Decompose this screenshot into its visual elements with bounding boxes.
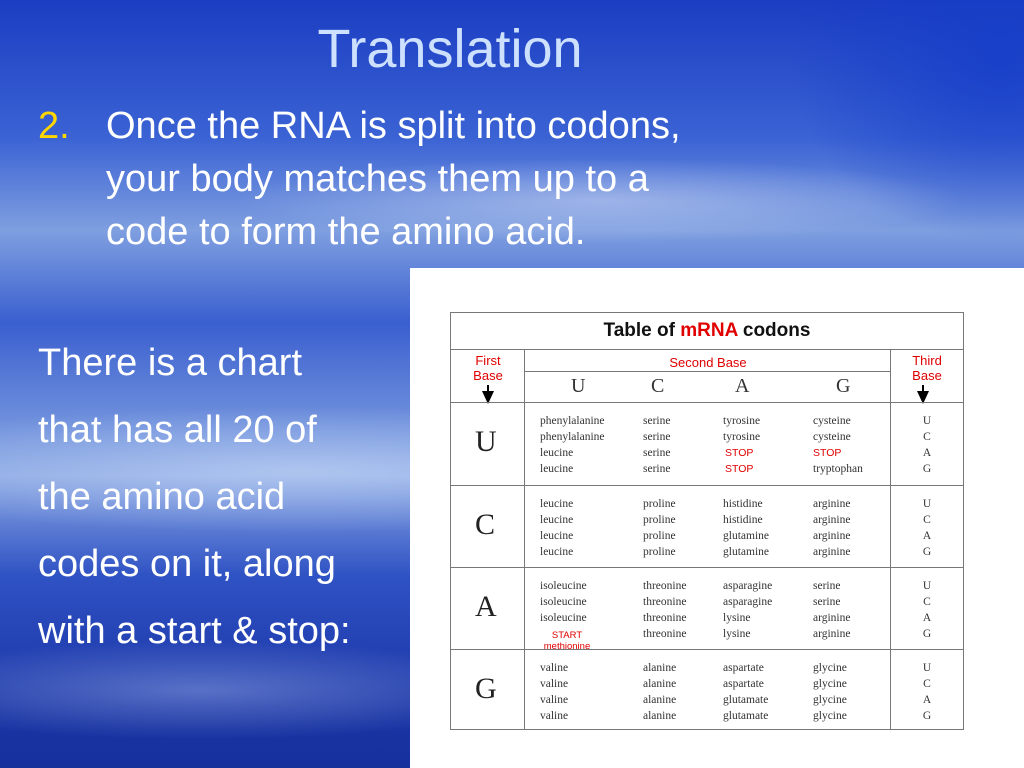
amino-acid-cell: proline [643, 546, 676, 558]
amino-acid-cell: glutamine [723, 546, 769, 558]
amino-acid-cell: valine [540, 678, 569, 690]
bullet-line: Once the RNA is split into codons, [106, 105, 681, 147]
amino-acid-cell: alanine [643, 678, 677, 690]
first-base-u: U [475, 425, 497, 458]
amino-acid-cell: tyrosine [723, 415, 761, 427]
second-base-g: G [836, 375, 851, 397]
divider [524, 371, 890, 372]
amino-acid-cell: isoleucine [540, 612, 587, 624]
first-base-a: A [475, 590, 497, 623]
divider [451, 649, 963, 650]
bullet-text [106, 100, 836, 259]
third-base-label-line: Third [912, 353, 942, 368]
first-base-label-line: Base [473, 368, 503, 383]
amino-acid-cell: proline [643, 498, 676, 510]
third-base-label-line: Base [912, 368, 942, 383]
third-base-cell: A [922, 447, 932, 459]
amino-acid-cell: proline [643, 530, 676, 542]
amino-acid-cell: asparagine [723, 580, 773, 592]
first-base-label-line: First [475, 353, 501, 368]
amino-acid-cell: proline [643, 514, 676, 526]
divider [890, 349, 891, 729]
stop-codon-label: STOP [725, 447, 754, 459]
start-label: START [551, 630, 583, 641]
side-line: codes on it, along [38, 543, 336, 585]
amino-acid-cell: threonine [643, 612, 687, 624]
amino-acid-cell: serine [643, 447, 671, 459]
amino-acid-cell: glycine [813, 662, 847, 674]
amino-acid-cell: arginine [813, 530, 851, 542]
stop-codon-label: STOP [813, 447, 842, 459]
third-base-cell: A [922, 530, 932, 542]
third-base-cell: C [923, 431, 931, 443]
start-amino-acid: methionine [543, 641, 591, 652]
amino-acid-cell: serine [643, 463, 671, 475]
amino-acid-cell: alanine [643, 694, 677, 706]
amino-acid-cell: tryptophan [813, 463, 863, 475]
amino-acid-cell: leucine [540, 546, 574, 558]
third-base-label [891, 353, 963, 383]
amino-acid-cell: aspartate [723, 678, 764, 690]
amino-acid-cell: glycine [813, 678, 847, 690]
amino-acid-cell: glutamate [723, 694, 769, 706]
third-base-cell: G [922, 710, 932, 722]
third-base-cell: G [922, 546, 932, 558]
divider [524, 349, 525, 729]
side-line: with a start & stop: [38, 610, 351, 652]
divider [451, 402, 963, 403]
second-base-label: Second Base [669, 355, 747, 370]
amino-acid-cell: leucine [540, 498, 574, 510]
bullet-line: your body matches them up to a [106, 158, 649, 200]
amino-acid-cell: glutamine [723, 530, 769, 542]
amino-acid-cell: arginine [813, 628, 851, 640]
amino-acid-cell: arginine [813, 514, 851, 526]
amino-acid-cell: phenylalanine [540, 431, 605, 443]
bullet-number: 2. [38, 105, 70, 147]
amino-acid-cell: arginine [813, 546, 851, 558]
second-base-u: U [571, 375, 586, 397]
amino-acid-cell: arginine [813, 498, 851, 510]
amino-acid-cell: leucine [540, 447, 574, 459]
divider [451, 567, 963, 568]
third-base-cell: G [922, 463, 932, 475]
third-base-cell: C [923, 514, 931, 526]
amino-acid-cell: serine [643, 431, 671, 443]
amino-acid-cell: serine [643, 415, 671, 427]
third-base-cell: C [923, 596, 931, 608]
third-base-cell: A [922, 612, 932, 624]
amino-acid-cell: histidine [723, 498, 763, 510]
side-text [38, 330, 438, 665]
first-base-label [457, 353, 519, 383]
stop-codon-label: STOP [725, 463, 754, 475]
amino-acid-cell: phenylalanine [540, 415, 605, 427]
table-title-prefix: Table of [603, 320, 681, 341]
amino-acid-cell: cysteine [813, 415, 851, 427]
third-base-cell: U [922, 580, 932, 592]
amino-acid-cell: arginine [813, 612, 851, 624]
bullet-line: code to form the amino acid. [106, 211, 586, 253]
amino-acid-cell: histidine [723, 514, 763, 526]
amino-acid-cell: lysine [723, 628, 751, 640]
amino-acid-cell: threonine [643, 628, 687, 640]
side-line: the amino acid [38, 476, 286, 518]
third-base-cell: A [922, 694, 932, 706]
third-base-cell: C [923, 678, 931, 690]
amino-acid-cell: valine [540, 710, 569, 722]
table-title [451, 313, 963, 350]
amino-acid-cell: threonine [643, 596, 687, 608]
amino-acid-cell: threonine [643, 580, 687, 592]
third-base-cell: U [922, 498, 932, 510]
table-title-highlight: mRNA [680, 320, 738, 341]
amino-acid-cell: alanine [643, 710, 677, 722]
amino-acid-cell: isoleucine [540, 596, 587, 608]
amino-acid-cell: glycine [813, 694, 847, 706]
amino-acid-cell: cysteine [813, 431, 851, 443]
side-line: that has all 20 of [38, 409, 317, 451]
amino-acid-cell: serine [813, 580, 841, 592]
amino-acid-cell: serine [813, 596, 841, 608]
slide-title: Translation [317, 19, 583, 79]
second-base-a: A [735, 375, 750, 397]
amino-acid-cell: leucine [540, 514, 574, 526]
first-base-c: C [475, 508, 496, 541]
codon-table [450, 312, 964, 730]
third-base-cell: U [922, 662, 932, 674]
divider [451, 485, 963, 486]
amino-acid-cell: valine [540, 694, 569, 706]
amino-acid-cell: glutamate [723, 710, 769, 722]
codon-table-panel [410, 268, 1024, 768]
third-base-cell: U [922, 415, 932, 427]
amino-acid-cell: tyrosine [723, 431, 761, 443]
first-base-g: G [475, 672, 497, 705]
amino-acid-cell: asparagine [723, 596, 773, 608]
amino-acid-cell: isoleucine [540, 580, 587, 592]
amino-acid-cell: leucine [540, 530, 574, 542]
table-title-suffix: codons [737, 320, 811, 341]
side-line: There is a chart [38, 342, 302, 384]
amino-acid-cell: valine [540, 662, 569, 674]
third-base-cell: G [922, 628, 932, 640]
amino-acid-cell: lysine [723, 612, 751, 624]
amino-acid-cell: leucine [540, 463, 574, 475]
amino-acid-cell: alanine [643, 662, 677, 674]
amino-acid-cell: aspartate [723, 662, 764, 674]
amino-acid-cell: glycine [813, 710, 847, 722]
start-codon-label [537, 630, 597, 652]
second-base-c: C [651, 375, 665, 397]
